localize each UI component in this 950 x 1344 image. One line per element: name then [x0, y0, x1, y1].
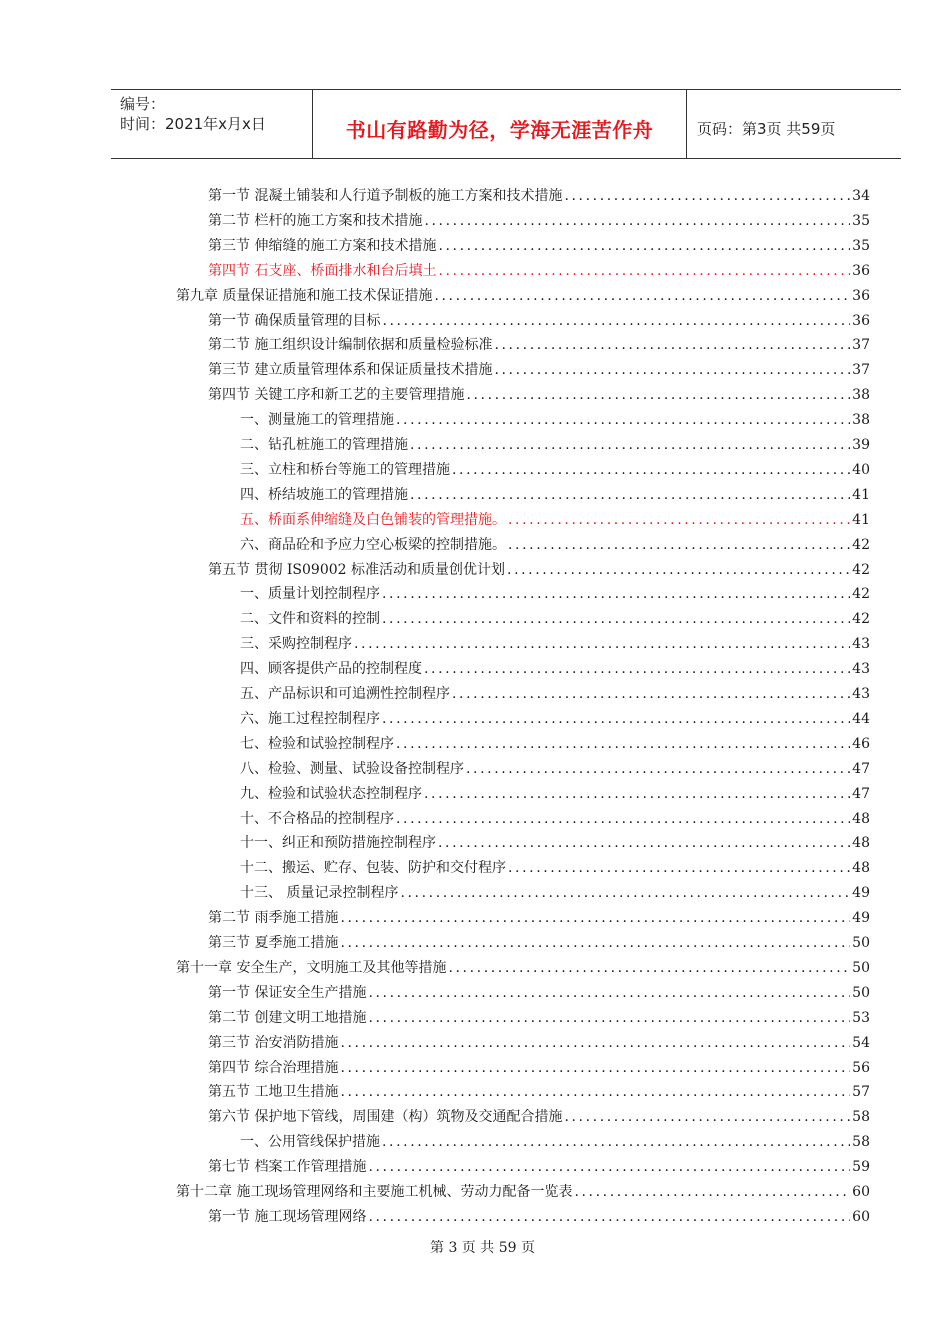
toc-entry-title: 一、测量施工的管理措施: [240, 412, 394, 429]
toc-entry[interactable]: [240, 460, 870, 480]
toc-entry-title: 十、不合格品的控制程序: [240, 810, 394, 827]
toc-leader-dots: [396, 734, 850, 754]
toc-entry-title: 第五节 工地卫生措施: [208, 1084, 339, 1101]
toc-leader-dots: [340, 1058, 850, 1078]
toc-entry-page: 36: [852, 287, 870, 304]
toc-entry-page: 43: [852, 686, 870, 702]
toc-entry-title: 第十一章 安全生产，文明施工及其他等措施: [176, 959, 447, 976]
toc-entry[interactable]: [208, 335, 870, 355]
toc-entry[interactable]: [240, 435, 870, 455]
toc-entry-page: 60: [852, 1184, 870, 1200]
toc-entry[interactable]: [240, 709, 870, 729]
toc-entry-page: 58: [852, 1109, 870, 1126]
toc-entry-page: 47: [852, 760, 870, 777]
toc-leader-dots: [382, 311, 850, 331]
toc-entry[interactable]: [176, 958, 870, 978]
toc-entry[interactable]: [240, 1132, 870, 1152]
toc-entry-page: 57: [852, 1084, 870, 1101]
toc-leader-dots: [368, 1008, 850, 1028]
toc-leader-dots: [400, 883, 850, 903]
toc-entry-title: 二、文件和资料的控制: [240, 611, 380, 628]
toc-leader-dots: [507, 560, 850, 580]
toc-entry-title: 第二节 创建文明工地措施: [208, 1009, 367, 1026]
toc-leader-dots: [494, 335, 850, 355]
toc-entry[interactable]: [208, 1207, 870, 1227]
toc-entry-page: 37: [852, 337, 870, 354]
toc-entry-page: 35: [852, 212, 870, 229]
toc-entry-page: 47: [852, 785, 870, 802]
toc-entry-page: 53: [852, 1009, 870, 1026]
toc-entry-page: 44: [852, 710, 870, 727]
toc-entry-page: 48: [852, 810, 870, 827]
toc-entry[interactable]: [208, 1058, 870, 1078]
toc-entry-title: 九、检验和试验状态控制程序: [240, 785, 422, 802]
toc-entry-title: 三、立柱和桥台等施工的管理措施: [240, 461, 450, 478]
toc-entry-title: 第一节 确保质量管理的目标: [208, 312, 381, 329]
toc-entry-page: 58: [852, 1134, 870, 1151]
page-footer: 第 3 页 共 59 页: [430, 1240, 535, 1256]
toc-leader-dots: [424, 784, 850, 804]
toc-entry-page: 37: [852, 362, 870, 379]
toc-entry[interactable]: [240, 734, 870, 754]
toc-entry[interactable]: [208, 261, 870, 281]
toc-entry[interactable]: [208, 908, 870, 928]
toc-entry[interactable]: [176, 1182, 870, 1202]
toc-entry-page: 34: [852, 188, 870, 204]
toc-leader-dots: [494, 360, 850, 380]
toc-entry[interactable]: [240, 858, 870, 878]
toc-entry-title: 第四节 关键工序和新工艺的主要管理措施: [208, 387, 465, 404]
toc-entry-title: 五、产品标识和可追溯性控制程序: [240, 686, 450, 702]
time-label: 时间：2021年x月x日: [120, 115, 266, 133]
toc-entry-title: 第四节 综合治理措施: [208, 1059, 339, 1076]
toc-entry-page: 49: [852, 910, 870, 927]
toc-entry-title: 第五节 贯彻 IS09002 标准活动和质量创优计划: [208, 561, 506, 578]
toc-entry-page: 40: [852, 461, 870, 478]
toc-entry-title: 一、质量计划控制程序: [240, 586, 380, 603]
toc-entry-title: 三、采购控制程序: [240, 636, 352, 653]
toc-leader-dots: [424, 211, 850, 231]
toc-entry-page: 43: [852, 661, 870, 678]
toc-leader-dots: [382, 584, 850, 604]
toc-entry-page: 46: [852, 735, 870, 752]
header-page-info: 页码：第3页 共59页: [697, 120, 836, 138]
document-header: [111, 89, 901, 159]
toc-entry[interactable]: [208, 1082, 870, 1102]
toc-entry-title: 第九章 质量保证措施和施工技术保证措施: [176, 287, 433, 304]
toc-leader-dots: [382, 709, 850, 729]
toc-leader-dots: [508, 510, 850, 530]
toc-leader-dots: [438, 261, 850, 281]
toc-entry[interactable]: [208, 560, 870, 580]
toc-entry[interactable]: [240, 759, 870, 779]
number-label: 编号：: [120, 95, 166, 113]
toc-leader-dots: [574, 1182, 850, 1202]
toc-entry-title: 第四节 石支座、桥面排水和台后填土: [208, 262, 437, 279]
toc-entry-page: 50: [852, 959, 870, 976]
toc-entry[interactable]: [240, 535, 870, 555]
toc-leader-dots: [452, 460, 850, 480]
toc-entry[interactable]: [208, 385, 870, 405]
toc-leader-dots: [396, 410, 850, 430]
toc-entry-title: 第七节 档案工作管理措施: [208, 1159, 367, 1176]
toc-entry-page: 59: [852, 1159, 870, 1176]
header-page-cell: [687, 90, 901, 158]
toc-entry-title: 第三节 夏季施工措施: [208, 935, 339, 951]
toc-leader-dots: [396, 809, 850, 829]
toc-leader-dots: [382, 1132, 850, 1152]
toc-entry[interactable]: [208, 983, 870, 1003]
toc-entry[interactable]: [240, 659, 870, 679]
toc-entry-title: 六、商品砼和予应力空心板梁的控制措施。: [240, 536, 506, 553]
toc-entry-title: 十二、搬运、贮存、包装、防护和交付程序: [240, 860, 506, 877]
toc-entry[interactable]: [208, 236, 870, 256]
toc-entry-page: 41: [852, 486, 870, 503]
toc-entry-title: 第二节 栏杆的施工方案和技术措施: [208, 212, 423, 229]
toc-entry-page: 50: [852, 984, 870, 1001]
toc-entry[interactable]: [240, 510, 870, 530]
toc-entry-page: 54: [852, 1034, 870, 1051]
header-motto: 书山有路勤为径，学海无涯苦作舟: [345, 118, 654, 142]
toc-leader-dots: [340, 1082, 850, 1102]
toc-entry[interactable]: [240, 809, 870, 829]
toc-leader-dots: [508, 535, 850, 555]
toc-entry-title: 第三节 治安消防措施: [208, 1034, 339, 1051]
toc-entry[interactable]: [240, 485, 870, 505]
toc-entry-page: 41: [852, 511, 870, 528]
toc-leader-dots: [564, 1107, 850, 1127]
header-info-cell: [111, 90, 313, 158]
toc-entry-title: 第二节 雨季施工措施: [208, 910, 339, 927]
toc-entry-page: 56: [852, 1059, 870, 1076]
toc-leader-dots: [508, 858, 850, 878]
toc-entry-page: 43: [852, 636, 870, 653]
toc-entry-title: 六、施工过程控制程序: [240, 710, 380, 727]
toc-leader-dots: [424, 659, 850, 679]
toc-entry-title: 四、顾客提供产品的控制程度: [240, 661, 422, 678]
toc-entry-page: 60: [852, 1208, 870, 1225]
toc-entry[interactable]: [240, 609, 870, 629]
toc-leader-dots: [368, 1157, 850, 1177]
toc-leader-dots: [368, 1207, 850, 1227]
toc-entry-title: 十一、纠正和预防措施控制程序: [240, 835, 436, 852]
toc-entry-page: 35: [852, 237, 870, 254]
toc-entry-title: 五、桥面系伸缩缝及白色铺装的管理措施。: [240, 511, 506, 528]
toc-entry[interactable]: [240, 833, 870, 853]
toc-entry-title: 二、钻孔桩施工的管理措施: [240, 437, 408, 453]
toc-entry[interactable]: [208, 1008, 870, 1028]
toc-leader-dots: [382, 609, 850, 629]
toc-entry-page: 38: [852, 412, 870, 429]
toc-entry-page: 39: [852, 437, 870, 453]
toc-entry[interactable]: [240, 634, 870, 654]
toc-entry-page: 42: [852, 536, 870, 553]
toc-leader-dots: [452, 684, 850, 704]
toc-entry[interactable]: [240, 784, 870, 804]
toc-entry-title: 第一节 施工现场管理网络: [208, 1208, 367, 1225]
toc-entry[interactable]: [208, 1033, 870, 1053]
header-motto-cell: [313, 90, 687, 158]
toc-entry[interactable]: [176, 286, 870, 306]
toc-entry-page: 38: [852, 387, 870, 404]
toc-entry-title: 第三节 建立质量管理体系和保证质量技术措施: [208, 362, 493, 379]
toc-leader-dots: [410, 435, 850, 455]
toc-entry-page: 42: [852, 611, 870, 628]
toc-entry-page: 49: [852, 885, 870, 902]
toc-entry-title: 第二节 施工组织设计编制依据和质量检验标准: [208, 337, 493, 354]
toc-entry-page: 42: [852, 561, 870, 578]
toc-entry[interactable]: [240, 684, 870, 704]
toc-entry[interactable]: [208, 186, 870, 206]
toc-entry-title: 第六节 保护地下管线，周围建（构）筑物及交通配合措施: [208, 1109, 563, 1126]
toc-entry[interactable]: [240, 584, 870, 604]
toc-entry[interactable]: [240, 883, 870, 903]
toc-entry[interactable]: [208, 311, 870, 331]
toc-entry-title: 第一节 混凝土铺装和人行道予制板的施工方案和技术措施: [208, 188, 563, 204]
toc-entry-title: 第十二章 施工现场管理网络和主要施工机械、劳动力配备一览表: [176, 1184, 573, 1200]
toc-entry-page: 36: [852, 262, 870, 279]
toc-entry-page: 50: [852, 935, 870, 951]
toc-entry[interactable]: [208, 1107, 870, 1127]
toc-entry-page: 42: [852, 586, 870, 603]
toc-entry-title: 第三节 伸缩缝的施工方案和技术措施: [208, 237, 437, 254]
toc-entry[interactable]: [240, 410, 870, 430]
toc-entry[interactable]: [208, 360, 870, 380]
toc-leader-dots: [410, 485, 850, 505]
toc-entry-title: 第一节 保证安全生产措施: [208, 984, 367, 1001]
toc-entry[interactable]: [208, 1157, 870, 1177]
toc-leader-dots: [438, 236, 850, 256]
toc-leader-dots: [340, 1033, 850, 1053]
toc-entry-title: 十三、 质量记录控制程序: [240, 885, 399, 902]
toc-leader-dots: [340, 908, 850, 928]
toc-leader-dots: [368, 983, 850, 1003]
toc-entry-title: 八、检验、测量、试验设备控制程序: [240, 760, 464, 777]
toc-entry[interactable]: [208, 933, 870, 953]
toc-entry-title: 四、桥结坡施工的管理措施: [240, 486, 408, 503]
toc-leader-dots: [434, 286, 850, 306]
toc-entry-title: 七、检验和试验控制程序: [240, 735, 394, 752]
toc-entry-page: 48: [852, 860, 870, 877]
toc-entry-title: 一、公用管线保护措施: [240, 1134, 380, 1151]
toc-entry[interactable]: [208, 211, 870, 231]
toc-entry-page: 48: [852, 835, 870, 852]
toc-leader-dots: [448, 958, 850, 978]
toc-leader-dots: [438, 833, 850, 853]
toc-leader-dots: [340, 933, 850, 953]
toc-leader-dots: [564, 186, 850, 206]
toc-leader-dots: [466, 385, 850, 405]
toc-leader-dots: [466, 759, 850, 779]
toc-leader-dots: [354, 634, 850, 654]
toc-entry-page: 36: [852, 312, 870, 329]
